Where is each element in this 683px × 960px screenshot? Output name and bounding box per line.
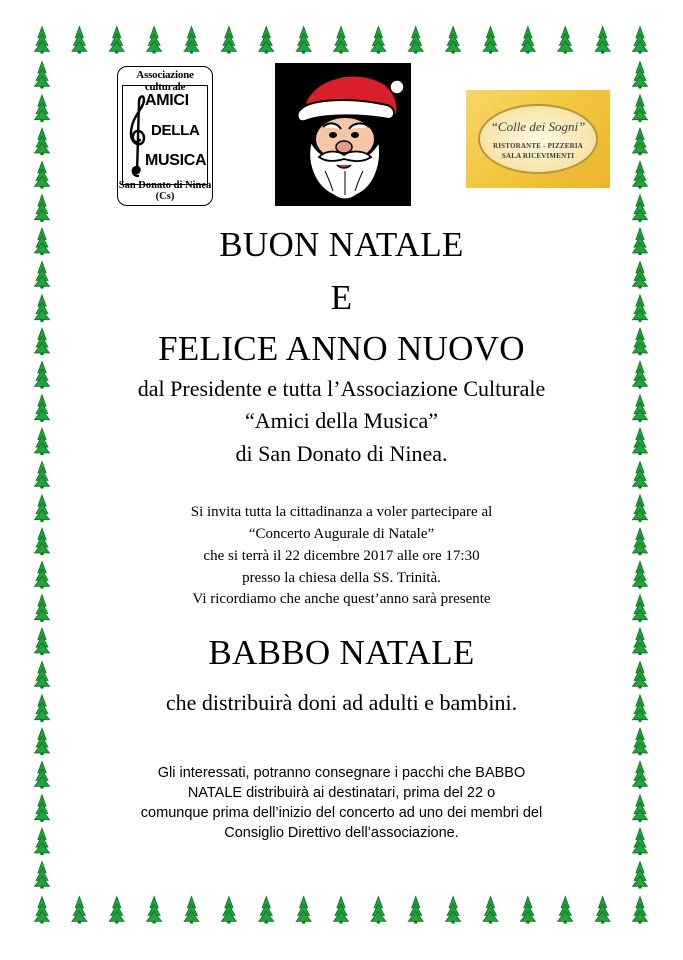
greeting-from3: di San Donato di Ninea. (235, 441, 448, 466)
greeting-line2: E (330, 278, 353, 317)
christmas-tree-icon (595, 897, 610, 924)
santa-title: BABBO NATALE (208, 633, 475, 672)
association-logo-line3: MUSICA (145, 152, 207, 169)
christmas-tree-icon (221, 27, 236, 54)
christmas-tree-icon (334, 897, 349, 924)
santa-claus-icon (275, 63, 411, 206)
santa-subtitle: che distribuirà doni ad adulti e bambini. (165, 690, 518, 715)
notice-line: Consiglio Direttivo dell’associazione. (224, 825, 459, 841)
restaurant-logo-name: “Colle dei Sogni” (490, 119, 586, 134)
christmas-tree-icon (147, 897, 162, 924)
greeting-line3: FELICE ANNO NUOVO (158, 329, 525, 368)
restaurant-logo (466, 90, 610, 188)
notice-line: NATALE distribuirà ai destinatari, prima del 22 o (187, 785, 496, 801)
christmas-tree-icon (558, 27, 573, 54)
christmas-tree-icon (35, 128, 50, 155)
christmas-tree-icon (35, 728, 50, 755)
invitation-line: Vi ricordiamo che anche quest’anno sarà presente (192, 591, 491, 607)
christmas-tree-icon (633, 95, 648, 122)
association-logo-line2: DELLA (151, 122, 200, 139)
christmas-tree-icon (446, 897, 461, 924)
restaurant-logo-sub1: RISTORANTE - PIZZERIA (492, 142, 584, 150)
christmas-tree-icon (109, 27, 124, 54)
christmas-tree-icon (520, 27, 535, 54)
notice-line: Gli interessati, potranno consegnare i pacchi che BABBO (157, 765, 526, 781)
christmas-tree-icon (35, 862, 50, 889)
christmas-tree-icon (633, 195, 648, 222)
christmas-tree-icon (633, 128, 648, 155)
christmas-tree-icon (633, 862, 648, 889)
christmas-tree-icon (35, 162, 50, 189)
christmas-tree-icon (446, 27, 461, 54)
christmas-tree-icon (633, 897, 648, 924)
invitation-line: presso la chiesa della SS. Trinità. (242, 570, 441, 586)
christmas-tree-icon (633, 62, 648, 89)
invitation-line: che si terrà il 22 dicembre 2017 alle ore 17:30 (203, 548, 480, 564)
christmas-tree-icon (633, 728, 648, 755)
association-logo-bottom: San Donato di Ninea (Cs) (118, 180, 212, 202)
christmas-tree-icon (520, 897, 535, 924)
christmas-tree-icon (633, 162, 648, 189)
christmas-tree-icon (483, 27, 498, 54)
christmas-tree-icon (109, 897, 124, 924)
christmas-tree-icon (259, 897, 274, 924)
christmas-tree-icon (147, 27, 162, 54)
association-logo-frame (122, 85, 208, 185)
christmas-tree-icon (296, 27, 311, 54)
christmas-tree-icon (296, 897, 311, 924)
greeting-from1: dal Presidente e tutta l’Associazione Culturale (137, 376, 546, 401)
christmas-tree-icon (184, 27, 199, 54)
christmas-tree-icon (72, 27, 87, 54)
christmas-tree-icon (259, 27, 274, 54)
association-logo-line1: AMICI (145, 92, 189, 109)
christmas-tree-icon (371, 27, 386, 54)
restaurant-logo-oval (478, 104, 598, 174)
christmas-tree-icon (408, 27, 423, 54)
greeting-from2: “Amici della Musica” (244, 408, 439, 433)
association-logo-top: Associazione culturale (136, 69, 194, 93)
christmas-tree-icon (35, 195, 50, 222)
notice-line: comunque prima dell’inizio del concerto ad uno dei membri del (140, 805, 543, 821)
christmas-tree-icon (184, 897, 199, 924)
christmas-tree-icon (334, 27, 349, 54)
christmas-tree-icon (408, 897, 423, 924)
christmas-tree-icon (35, 95, 50, 122)
christmas-tree-icon (595, 27, 610, 54)
christmas-tree-icon (371, 897, 386, 924)
greeting-line1: BUON NATALE (219, 225, 464, 264)
christmas-tree-icon (558, 897, 573, 924)
christmas-tree-icon (35, 27, 50, 54)
invitation-line: “Concerto Augurale di Natale” (248, 526, 435, 542)
christmas-tree-icon (72, 897, 87, 924)
christmas-tree-icon (35, 897, 50, 924)
invitation-line: Si invita tutta la cittadinanza a voler partecipare al (190, 504, 493, 520)
christmas-tree-icon (221, 897, 236, 924)
christmas-tree-icon (35, 62, 50, 89)
restaurant-logo-sub2: SALA RICEVIMENTI (501, 152, 575, 160)
christmas-tree-icon (483, 897, 498, 924)
christmas-tree-icon (633, 27, 648, 54)
association-logo (117, 66, 213, 206)
